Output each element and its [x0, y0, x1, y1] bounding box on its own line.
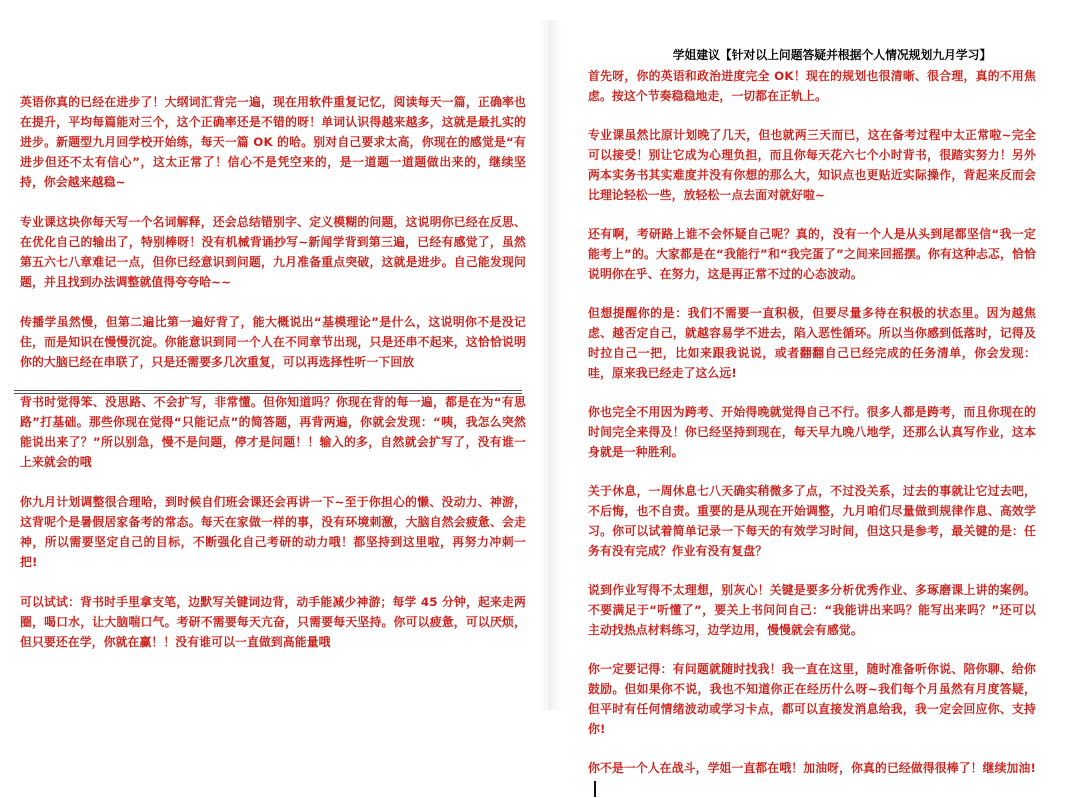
paragraph-major-course: 专业课这块你每天写一个名词解释，还会总结错别字、定义模糊的问题，这说明你已经在反思、在优化自己的输出了，特别棒呀！没有机械背诵抄写~新闻学背到第三遍，已经有感觉了，虽然第五六七八章难记一点，但你已经意识到问题，九月准备重点突破，这就是进步。自己能发现问题，并且找到办法调整就值得夸夸哈~~: [20, 215, 526, 289]
paragraph-english-progress: 英语你真的已经在进步了！大纲词汇背完一遍，现在用软件重复记忆，阅读每天一篇，正确率也在提升，平均每篇能对三个，这个正确率还是不错的呀！单词认识得越来越多，这就是最扎实的进步。新题型九月回学校开始练，每天一篇 OK 的哈。别对自己要求太高，你现在的感觉是“有进步但还不太有信心”，这太正常了！信心不是凭空来的，是一道题一道题做出来的，继续坚持，你会越来越稳~: [20, 95, 526, 189]
paragraph-rest: 关于休息，一周休息七八天确实稍微多了点，不过没关系，过去的事就让它过去吧，不后悔，也不自责。重要的是从现在开始调整，九月咱们尽量做到规律作息、高效学习。你可以试着简单记录一下每天的有效学习时间，但这只是参考，最关键的是：任务有没有完成？作业有没有复盘？: [588, 484, 1036, 558]
scan-divider-line: [14, 390, 522, 391]
paragraph-memorization: 背书时觉得笨、没思路、不会扩写，非常懂。但你知道吗？你现在背的每一遍，都是在为“有思路”打基础。那些你现在觉得“只能记点”的简答题，再背两遍，你就会发现：“咦，我怎么突然能说出来了？”所以别急，慢不是问题，停才是问题！！输入的多，自然就会扩写了，没有谁一上来就会的哦: [20, 395, 526, 469]
left-page: [0, 0, 540, 720]
scan-divider-line: [14, 393, 522, 394]
text-cursor: [594, 781, 596, 797]
paragraph-self-doubt: 还有啊，考研路上谁不会怀疑自己呢？真的，没有一个人是从头到尾都坚信“我一定能考上”的。大家都是在“我能行”和“我完蛋了”之间来回摇摆。你有这种忐忑，恰恰说明你在乎、在努力，这是再正常不过的心态波动。: [588, 227, 1036, 281]
paragraph-try-tips: 可以试试：背书时手里拿支笔，边默写关键词边背，动手能减少神游；每学 45 分钟，起来走两圈，喝口水，让大脑喘口气。考研不需要每天亢奋，只需要每天坚持。你可以疲惫，可以厌烦，但只要还在学，你就在赢！！没有谁可以一直做到高能量哦: [20, 595, 526, 649]
paragraph-stay-positive: 但想提醒你的是：我们不需要一直积极，但要尽量多待在积极的状态里。因为越焦虑、越否定自己，就越容易学不进去，陷入恶性循环。所以当你感到低落时，记得及时拉自己一把，比如来跟我说说，或者翻翻自己已经完成的任务清单，你会发现：哇，原来我已经走了这么远!: [588, 306, 1036, 380]
paragraph-cross-major: 你也完全不用因为跨考、开始得晚就觉得自己不行。很多人都是跨考，而且你现在的时间完全来得及！你已经坚持到现在，每天早九晚八地学，还那么认真写作业，这本身就是一种胜利。: [588, 405, 1036, 459]
paragraph-communication-studies: 传播学虽然慢，但第二遍比第一遍好背了，能大概说出“基模理论”是什么，这说明你不是没记住，而是知识在慢慢沉淀。你能意识到同一个人在不同章节出现，只是还串不起来，这恰恰说明你的大脑已经在串联了，只是还需要多几次重复，可以再选择性听一下回放: [20, 315, 526, 369]
paragraph-major-delay: 专业课虽然比原计划晚了几天，但也就两三天而已，这在备考过程中太正常啦~完全可以接受！别让它成为心理负担，而且你每天花六七个小时背书，很踏实努力！另外两本实务书其实难度并没有你想的那么大，知识点也更贴近实际操作，背起来反而会比理论轻松一些，放轻松一点去面对就好啦~: [588, 128, 1036, 202]
advice-heading: 学姐建议【针对以上问题答疑并根据个人情况规划九月学习】: [672, 48, 992, 62]
paragraph-homework: 说到作业写得不太理想，别灰心！关键是要多分析优秀作业、多琢磨课上讲的案例。不要满足于“听懂了”，要关上书问问自己：“我能讲出来吗？能写出来吗？”还可以主动找热点材料练习，边学边用，慢慢就会有感觉。: [588, 583, 1036, 637]
paragraph-contact: 你一定要记得：有问题就随时找我！我一直在这里，随时准备听你说、陪你聊、给你鼓励。但如果你不说，我也不知道你正在经历什么呀~我们每个月虽然有月度答疑，但平时有任何情绪波动或学习卡点，都可以直接发消息给我，我一定会回应你、支持你!: [588, 662, 1036, 736]
paragraph-closing: [588, 758, 1036, 798]
paragraph-september-plan: 你九月计划调整很合理哈，到时候自们班会课还会再讲一下~至于你担心的懒、没动力、神游，这背呢个是暑假居家备考的常态。每天在家做一样的事，没有环境刺激，大脑自然会疲惫、会走神，所以需要坚定自己的目标，不断强化自己考研的动力哦！都坚持到这里啦，再努力冲刺一把!: [20, 495, 526, 569]
paragraph-progress-ok: 首先呀，你的英语和政治进度完全 OK！现在的规划也很清晰、很合理，真的不用焦虑。按这个节奏稳稳地走，一切都在正轨上。: [588, 69, 1036, 103]
closing-text: 你不是一个人在战斗，学姐一直都在哦！加油呀，你真的已经做得很棒了！继续加油!: [588, 761, 1036, 775]
right-page: [556, 0, 1080, 775]
